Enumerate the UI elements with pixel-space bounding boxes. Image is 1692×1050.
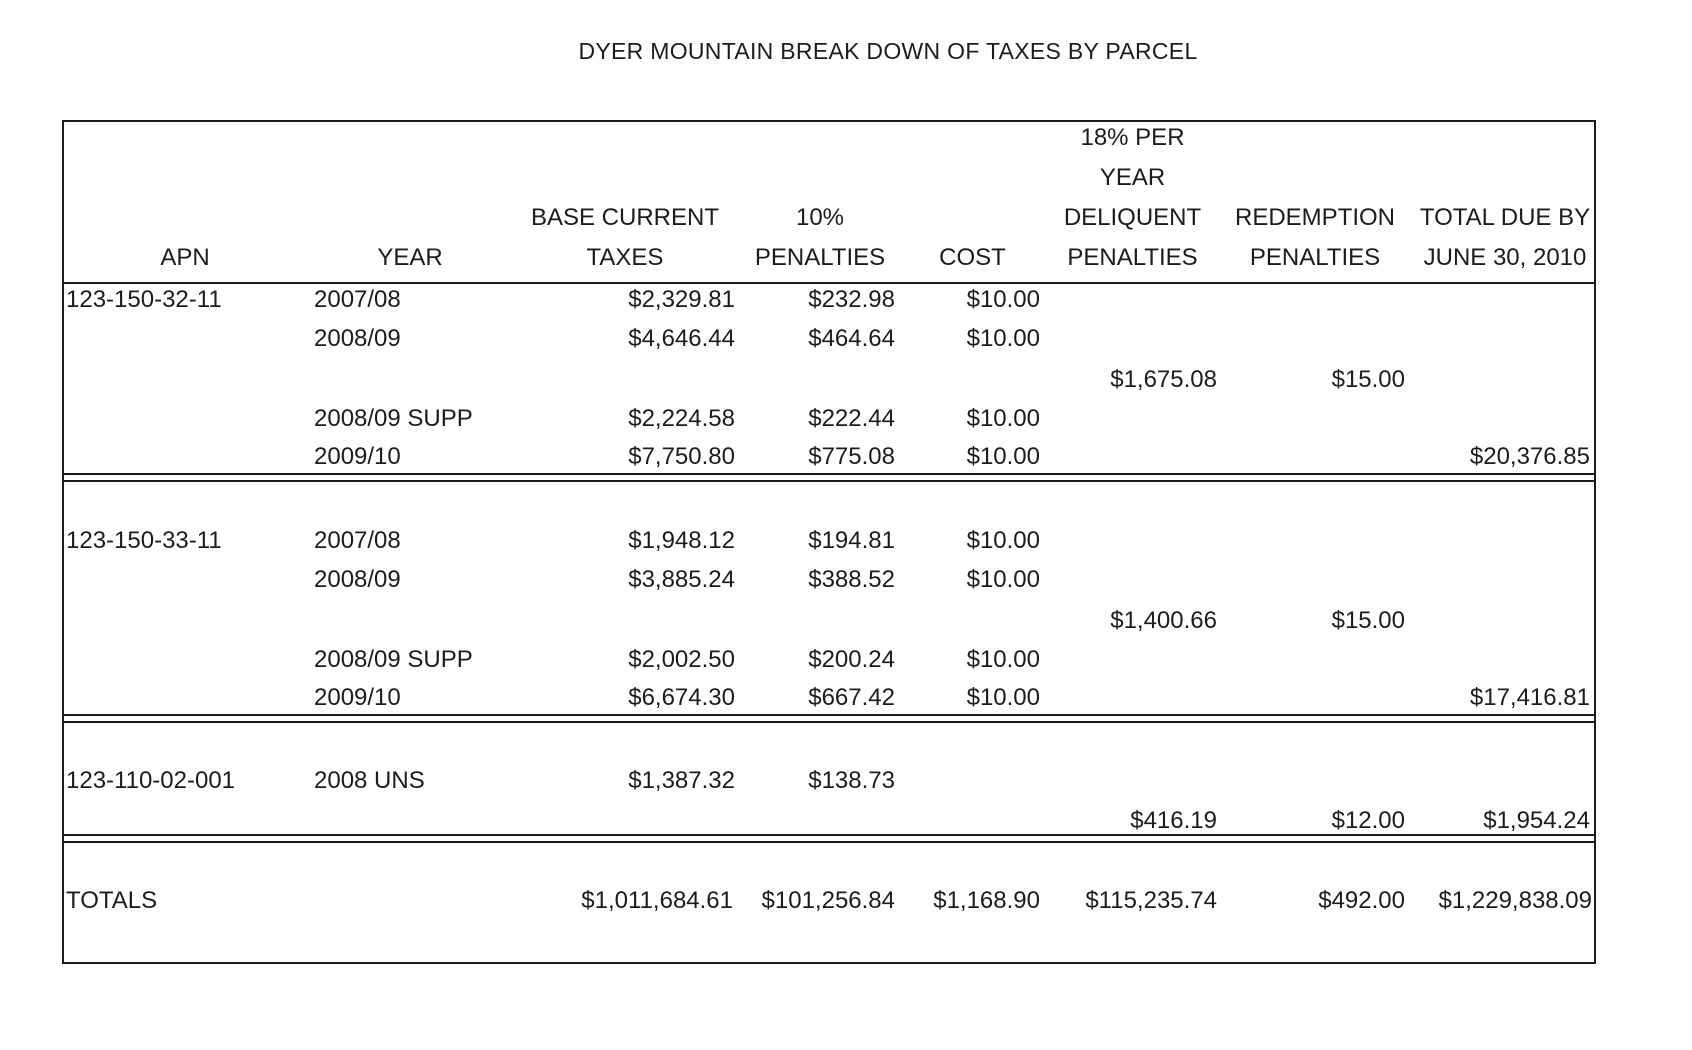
header-deliq-line: PENALTIES bbox=[1067, 244, 1198, 271]
header-apn bbox=[100, 238, 270, 278]
page-title-text: DYER MOUNTAIN BREAK DOWN OF TAXES BY PARCEL bbox=[578, 38, 1198, 64]
header-base-line: TAXES bbox=[586, 244, 664, 271]
cell-year: 2008/09 bbox=[314, 325, 401, 352]
cell-pen10: $464.64 bbox=[808, 325, 895, 352]
cell-redemp: $15.00 bbox=[1331, 607, 1405, 634]
totals-total: $1,229,838.09 bbox=[1438, 887, 1592, 914]
cell-base: $1,387.32 bbox=[628, 767, 735, 794]
header-deliq-line: DELIQUENT bbox=[1063, 204, 1202, 231]
cell-year: 2008/09 bbox=[314, 566, 401, 593]
cell-pen10: $200.24 bbox=[808, 646, 895, 673]
page-title bbox=[0, 38, 1692, 65]
cell-pen10: $194.81 bbox=[808, 527, 895, 554]
cell-deliq: $416.19 bbox=[1130, 807, 1217, 834]
totals-base: $1,011,684.61 bbox=[581, 887, 733, 914]
header-apn-line: APN bbox=[160, 244, 210, 271]
header-base bbox=[525, 198, 725, 278]
header-year bbox=[330, 238, 490, 278]
cell-cost: $10.00 bbox=[966, 286, 1040, 313]
cell-cost: $10.00 bbox=[966, 646, 1040, 673]
header-deliq-line: YEAR bbox=[1099, 164, 1166, 191]
cell-base: $1,948.12 bbox=[628, 527, 735, 554]
header-total bbox=[1410, 198, 1600, 278]
totals-pen10: $101,256.84 bbox=[761, 887, 895, 914]
parcel-apn: 123-150-33-11 bbox=[66, 527, 222, 554]
totals-redemp: $492.00 bbox=[1318, 887, 1405, 914]
header-deliq bbox=[1045, 118, 1220, 278]
cell-cost: $10.00 bbox=[966, 443, 1040, 470]
cell-pen10: $232.98 bbox=[808, 286, 895, 313]
cell-cost: $10.00 bbox=[966, 684, 1040, 711]
cell-year: 2007/08 bbox=[314, 527, 401, 554]
cell-pen10: $138.73 bbox=[808, 767, 895, 794]
cell-year: 2008/09 SUPP bbox=[314, 405, 473, 432]
header-cost bbox=[905, 238, 1040, 278]
cell-cost: $10.00 bbox=[966, 527, 1040, 554]
cell-year: 2009/10 bbox=[314, 684, 401, 711]
cell-pen10: $667.42 bbox=[808, 684, 895, 711]
cell-total: $17,416.81 bbox=[1469, 684, 1590, 711]
cell-base: $2,329.81 bbox=[628, 286, 735, 313]
cell-deliq: $1,675.08 bbox=[1110, 366, 1217, 393]
cell-year: 2008 UNS bbox=[314, 767, 425, 794]
cell-base: $3,885.24 bbox=[628, 566, 735, 593]
header-pen10-line: 10% bbox=[795, 204, 845, 231]
header-pen10-line: PENALTIES bbox=[754, 244, 886, 271]
header-total-line: TOTAL DUE BY bbox=[1419, 204, 1591, 231]
cell-cost: $10.00 bbox=[966, 325, 1040, 352]
cell-deliq: $1,400.66 bbox=[1110, 607, 1217, 634]
section-separator-double bbox=[62, 834, 1596, 843]
cell-base: $2,224.58 bbox=[628, 405, 735, 432]
cell-year: 2009/10 bbox=[314, 443, 401, 470]
cell-cost: $10.00 bbox=[966, 566, 1040, 593]
cell-base: $2,002.50 bbox=[628, 646, 735, 673]
cell-total: $1,954.24 bbox=[1483, 807, 1590, 834]
cell-base: $7,750.80 bbox=[628, 443, 735, 470]
header-pen10 bbox=[745, 198, 895, 278]
header-separator bbox=[62, 282, 1596, 284]
header-cost-line: COST bbox=[939, 244, 1006, 271]
cell-year: 2008/09 SUPP bbox=[314, 646, 473, 673]
cell-base: $6,674.30 bbox=[628, 684, 735, 711]
header-redemp bbox=[1225, 198, 1405, 278]
header-year-line: YEAR bbox=[377, 244, 443, 271]
header-deliq-line: 18% PER bbox=[1080, 124, 1185, 151]
cell-total: $20,376.85 bbox=[1469, 443, 1590, 470]
cell-year: 2007/08 bbox=[314, 286, 401, 313]
parcel-apn: 123-150-32-11 bbox=[66, 286, 222, 313]
totals-deliq: $115,235.74 bbox=[1085, 887, 1217, 914]
cell-pen10: $775.08 bbox=[808, 443, 895, 470]
parcel-apn: 123-110-02-001 bbox=[66, 767, 236, 794]
header-redemp-line: PENALTIES bbox=[1249, 244, 1381, 271]
header-total-line: JUNE 30, 2010 bbox=[1423, 244, 1587, 271]
totals-cost: $1,168.90 bbox=[933, 887, 1040, 914]
cell-redemp: $12.00 bbox=[1331, 807, 1405, 834]
header-base-line: BASE CURRENT bbox=[530, 204, 720, 231]
cell-base: $4,646.44 bbox=[628, 325, 735, 352]
section-separator-double bbox=[62, 714, 1596, 723]
header-redemp-line: REDEMPTION bbox=[1234, 204, 1395, 231]
cell-redemp: $15.00 bbox=[1331, 366, 1405, 393]
totals-label: TOTALS bbox=[66, 887, 158, 914]
section-separator-double bbox=[62, 473, 1596, 482]
cell-pen10: $388.52 bbox=[808, 566, 895, 593]
cell-pen10: $222.44 bbox=[808, 405, 895, 432]
cell-cost: $10.00 bbox=[966, 405, 1040, 432]
